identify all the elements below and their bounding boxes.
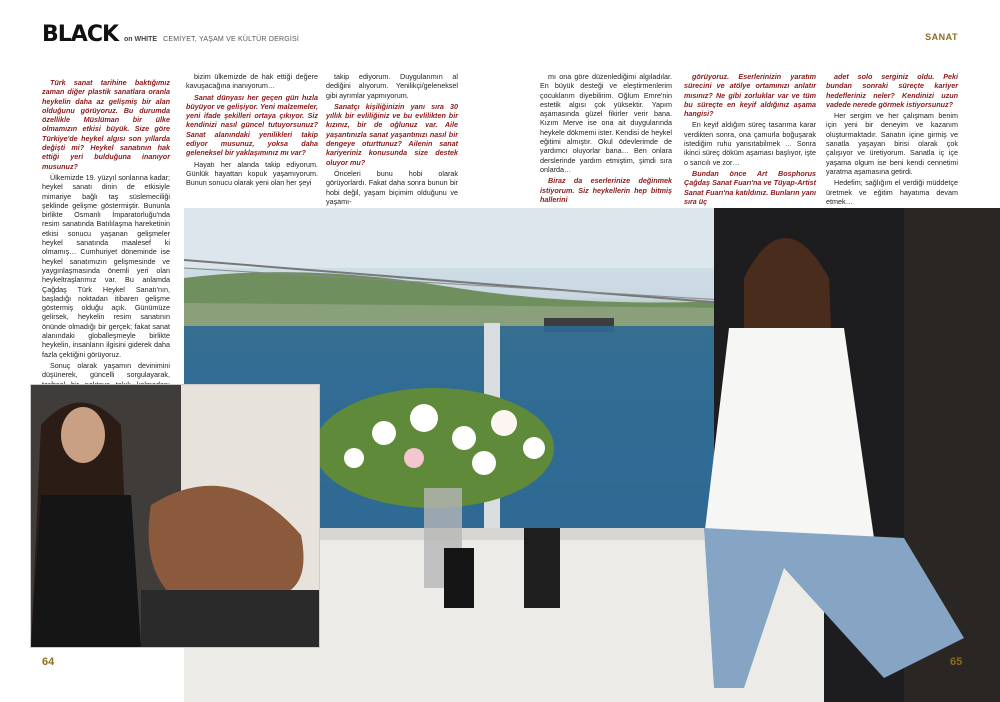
interview-question: Türk sanat tarihine baktığımız zaman diğer plastik sanatlara oranla heykelin daha az gelişmiş bir alan olduğunu görüyoruz. Bu durumda özellikle Müslüman bir ülke olmamızın etkisi büyük. Size göre Türkiye'de heykel algısı son yıllarda değişti mi? Heykel sanatının hak ettiği yeri bulduğuna inanıyor musunuz? xyxy=(42,78,170,171)
artist-with-sculpture xyxy=(31,385,319,647)
page-number-left: 64 xyxy=(42,656,55,668)
interview-question: Bundan önce Art Bosphorus Çağdaş Sanat Fuarı'na ve Tüyap-Artist Sanat Fuarı'na katıldınız. Bunların yanı sıra üç xyxy=(684,168,816,206)
logo-subtitle: on WHITE xyxy=(124,36,158,43)
magazine-header xyxy=(42,22,299,47)
interview-question: Sanat dünyası her geçen gün hızla büyüyor ve gelişiyor. Yeni malzemeler, yeni ifade şekilleri ortaya çıkıyor. Siz kendinizi nasıl güncel tutuyorsunuz? Sanat alanındaki yenilikleri takip ediyor musunuz, yoksa daha geleneksel bir yaklaşımınız mı var? xyxy=(186,92,318,158)
body-paragraph: takip ediyorum. Duygularımın al dediğini alıyorum. Yenilikçi/geleneksel gibi ayrımlar yapmıyorum. xyxy=(326,72,458,100)
text-column-2 xyxy=(186,72,318,190)
body-paragraph: Sonuç olarak yaşamın devinimini düşünerek, güncelli sorgulayarak, xyxy=(42,360,170,380)
interview-question: adet solo serginiz oldu. Peki bundan sonraki süreçte kariyer hedefleriniz neler? Kendinizi uzun vadede nerede görmek istiyorsunuz? xyxy=(826,72,958,109)
text-column-1 xyxy=(42,78,170,419)
text-column-5 xyxy=(684,72,816,208)
body-paragraph: Ülkemizde 19. yüzyıl sonlarına kadar; heykel sanatı dinin de etkisiyle mimariye bağlı taş süslemeciliği şeklinde gelişme göstermiştir. Bununla birlikte Osmanlı İmparatorluğu'nda resim sanatında Batılılaşma hareketinin etkisi sonucu yaşanan gelişmeler heykel sanatında maalesef ki olmamış… Cumhuriyet döneminde ise heykel sanatımızın gelişmesinde ve yaygınlaşmasında önemli yeri olan heykeltraşlarımız var. Bu anlamda Çağdaş Türk Heykel Sanatı'nın, başladığı noktadan itibaren gelişme göstermiş olduğu açık. Günümüze gelirsek, heykelin resim sanatının önünde olmadığı bir gerçek; fakat sanat alanındaki globalleşmeyle birlikte heykelin, insanların ilgisini giderek daha fazla çektiğini görüyoruz. xyxy=(42,172,170,359)
inset-photo xyxy=(30,384,320,648)
text-column-6 xyxy=(826,72,958,208)
page-number-right: 65 xyxy=(950,656,963,668)
body-paragraph: Hayatı her alanda takip ediyorum. Günlük hayattan kopuk yaşamıyorum. Bunun sonucu olarak yeni olan her şeyi xyxy=(186,159,318,188)
body-paragraph: En keyif aldığım süreç tasarıma karar verdikten sonra, ona çamurla boğuşarak istediğim ruhu yansıtabilmek … Sonra ikinci süreç döküm aşaması başlıyor, işte o sancılı ve zor… xyxy=(684,120,816,167)
section-title: SANAT xyxy=(925,32,958,42)
body-paragraph: bizim ülkemizde de hak ettiği değere kavuşacağına inanıyorum… xyxy=(186,72,318,91)
body-paragraph: Her sergim ve her çalışmam benim için yeni bir deneyim ve kazanım oluşturmaktadır. Sanatın içine girmiş ve sanatla yaşayan birisi olarak çok çalışıyor ve üretiyorum. Sanatla iç içe yaşama olgum ise beni kendi cennetimi yaratma aşamasına getirdi. xyxy=(826,111,958,176)
interview-question: görüyoruz. Eserlerinizin yaratım sürecini ve atölye ortamınızı anlatır mısınız? Ne gibi zorluklar var ve tüm bu süreçte en keyif aldığınız aşama hangisi? xyxy=(684,72,816,119)
magazine-tagline: CEMİYET, YAŞAM VE KÜLTÜR DERGİSİ xyxy=(163,36,300,43)
body-paragraph: Hedefim; sağlığım el verdiği müddetçe üretmek ve eğitim hayatıma devam etmek… xyxy=(826,178,958,206)
body-paragraph: Önceleri bunu hobi olarak görüyorlardı. Fakat daha sonra bunun bir hobi değil, yaşam biçimim olduğunu ve yaşamı- xyxy=(326,168,458,206)
interview-question: Biraz da eserlerinize değinmek istiyorum. Siz heykellerin hep bitmiş hallerini xyxy=(540,176,672,204)
text-column-4 xyxy=(540,72,672,206)
text-column-3 xyxy=(326,72,458,208)
magazine-logo: BLACK xyxy=(42,22,119,47)
interview-question: Sanatçı kişiliğinizin yanı sıra 30 yıllık bir evliliğiniz ve bu evlilikten bir kızınız, bir de oğlunuz var. Aile yaşantınızla sanat yaşantınızı nasıl bir dengeye oturttunuz? Ailenin sanat kariyeriniz konusunda size destek oluyor mu? xyxy=(326,101,458,167)
body-paragraph: mı ona göre düzenlediğimi algıladılar. En büyük desteği ve eleştirmenlerim çocuklarım diyebilirim. Oğlum Emre'nin estetik algısı çok yüksektir. Yapım aşamasında güzel fikirler verir bana. Kızım Merve ise ona ait duygularında heykele dökmemi ister. Kendisi de heykel eğitimi almıştır. Okul ödevlerimde de yardımcı oluyorlar bana… Ben onlara derslerinde yardım etmiştim, şimdi sıra onlarda… xyxy=(540,72,672,174)
